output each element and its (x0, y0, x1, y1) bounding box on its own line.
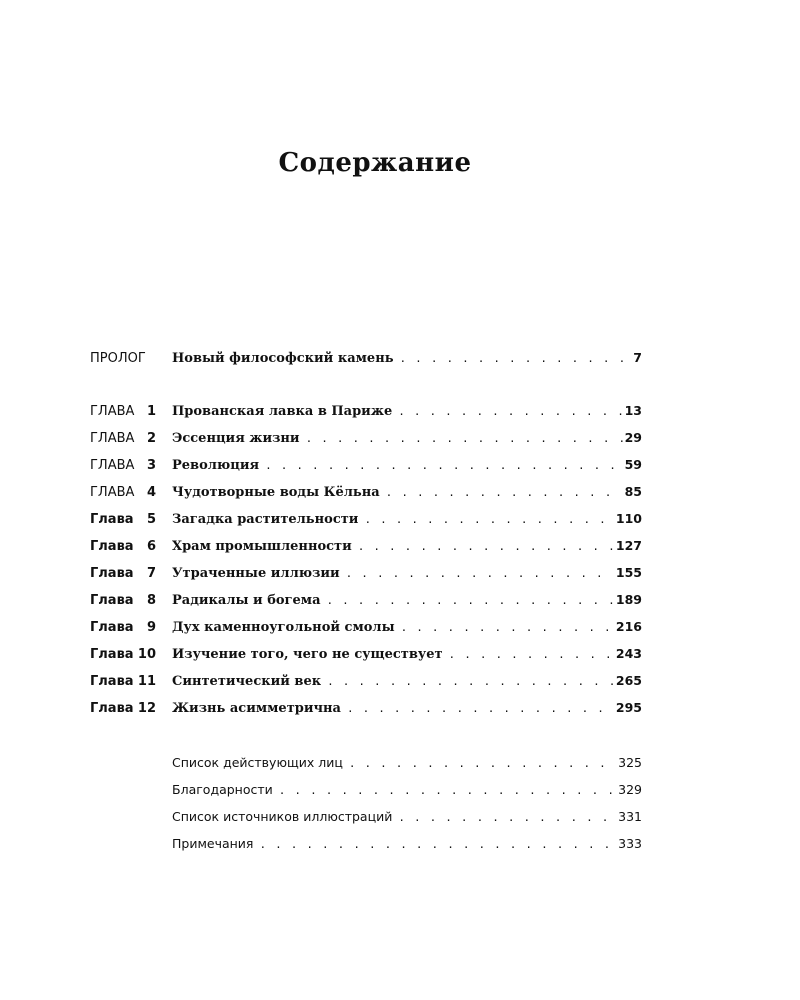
entry-page: 59 (624, 457, 642, 472)
entry-title: Радикалы и богема (172, 593, 321, 608)
entry-title: Синтетический век (172, 674, 322, 689)
entry-title: Список действующих лиц (172, 755, 343, 770)
toc-entry-chapter-2[interactable] (90, 430, 642, 450)
entry-page: 155 (615, 565, 642, 580)
chapter-number: 12 (137, 701, 156, 716)
toc-entry-chapter-8[interactable] (90, 592, 642, 612)
entry-label: Глава (90, 647, 134, 662)
toc-entry-chapter-10[interactable] (90, 646, 642, 666)
dot-leader (347, 702, 614, 715)
entry-title: Изучение того, чего не существует (172, 647, 443, 662)
chapter-number: 3 (146, 458, 156, 473)
entry-title: Новый философский камень (172, 351, 394, 366)
dot-leader (358, 540, 614, 553)
entry-page: 110 (615, 511, 642, 526)
entry-label: ГЛАВА (90, 485, 135, 500)
entry-title: Дух каменноугольной смолы (172, 620, 395, 635)
entry-title: Жизнь асимметрична (172, 701, 341, 716)
entry-page: 189 (615, 592, 642, 607)
toc-entry-illustration-sources[interactable] (90, 809, 642, 829)
toc-entry-chapter-1[interactable] (90, 403, 642, 423)
entry-page: 295 (615, 700, 642, 715)
entry-page: 243 (615, 646, 642, 661)
toc-entry-chapter-11[interactable] (90, 673, 642, 693)
toc-entry-prologue[interactable] (90, 350, 642, 370)
dot-leader (265, 459, 622, 472)
entry-title: Утраченные иллюзии (172, 566, 340, 581)
entry-page: 265 (615, 673, 642, 688)
entry-label: ГЛАВА (90, 431, 135, 446)
dot-leader (398, 811, 616, 824)
toc-entry-chapter-6[interactable] (90, 538, 642, 558)
chapter-number: 9 (146, 620, 156, 635)
toc-entry-chapter-5[interactable] (90, 511, 642, 531)
entry-page: 329 (618, 782, 642, 797)
entry-label: Глава (90, 593, 134, 608)
entry-page: 325 (618, 755, 642, 770)
dot-leader (386, 486, 623, 499)
entry-title: Чудотворные воды Кёльна (172, 485, 380, 500)
dot-leader (400, 352, 632, 365)
entry-label: Глава (90, 620, 134, 635)
dot-leader (398, 405, 622, 418)
entry-page: 13 (624, 403, 642, 418)
entry-page: 333 (618, 836, 642, 851)
entry-label: Глава (90, 539, 134, 554)
toc-entry-chapter-3[interactable] (90, 457, 642, 477)
dot-leader (401, 621, 614, 634)
entry-title: Прованская лавка в Париже (172, 404, 393, 419)
entry-title: Примечания (172, 836, 254, 851)
entry-title: Список источников иллюстраций (172, 809, 393, 824)
chapter-number: 7 (146, 566, 156, 581)
chapter-number: 1 (146, 404, 156, 419)
dot-leader (349, 757, 616, 770)
dot-leader (364, 513, 613, 526)
toc-entry-acknowledgements[interactable] (90, 782, 642, 802)
dot-leader (306, 432, 623, 445)
entry-label: Глава (90, 512, 134, 527)
dot-leader (327, 675, 614, 688)
toc-entry-chapter-12[interactable] (90, 700, 642, 720)
chapter-number: 8 (146, 593, 156, 608)
chapter-number: 10 (137, 647, 156, 662)
chapter-number: 2 (146, 431, 156, 446)
entry-page: 127 (615, 538, 642, 553)
entry-label: ГЛАВА (90, 404, 135, 419)
entry-label: ПРОЛОГ (90, 351, 146, 366)
entry-page: 216 (615, 619, 642, 634)
dot-leader (346, 567, 614, 580)
chapter-number: 4 (146, 485, 156, 500)
page-title: Содержание (278, 148, 472, 178)
toc-entry-chapter-9[interactable] (90, 619, 642, 639)
entry-label: Глава (90, 674, 134, 689)
dot-leader (449, 648, 614, 661)
entry-page: 85 (624, 484, 642, 499)
entry-title: Храм промышленности (172, 539, 352, 554)
chapter-number: 6 (146, 539, 156, 554)
toc-entry-chapter-7[interactable] (90, 565, 642, 585)
entry-title: Эссенция жизни (172, 431, 300, 446)
toc-entry-notes[interactable] (90, 836, 642, 856)
dot-leader (259, 838, 616, 851)
entry-label: ГЛАВА (90, 458, 135, 473)
dot-leader (327, 594, 614, 607)
dot-leader (279, 784, 616, 797)
entry-label: Глава (90, 566, 134, 581)
entry-page: 331 (618, 809, 642, 824)
chapter-number: 5 (146, 512, 156, 527)
entry-title: Революция (172, 458, 260, 473)
entry-title: Загадка растительности (172, 512, 359, 527)
entry-label: Глава (90, 701, 134, 716)
entry-title: Благодарности (172, 782, 273, 797)
entry-page: 7 (633, 350, 642, 365)
toc-entry-characters[interactable] (90, 755, 642, 775)
chapter-number: 11 (137, 674, 156, 689)
entry-page: 29 (624, 430, 642, 445)
toc-entry-chapter-4[interactable] (90, 484, 642, 504)
